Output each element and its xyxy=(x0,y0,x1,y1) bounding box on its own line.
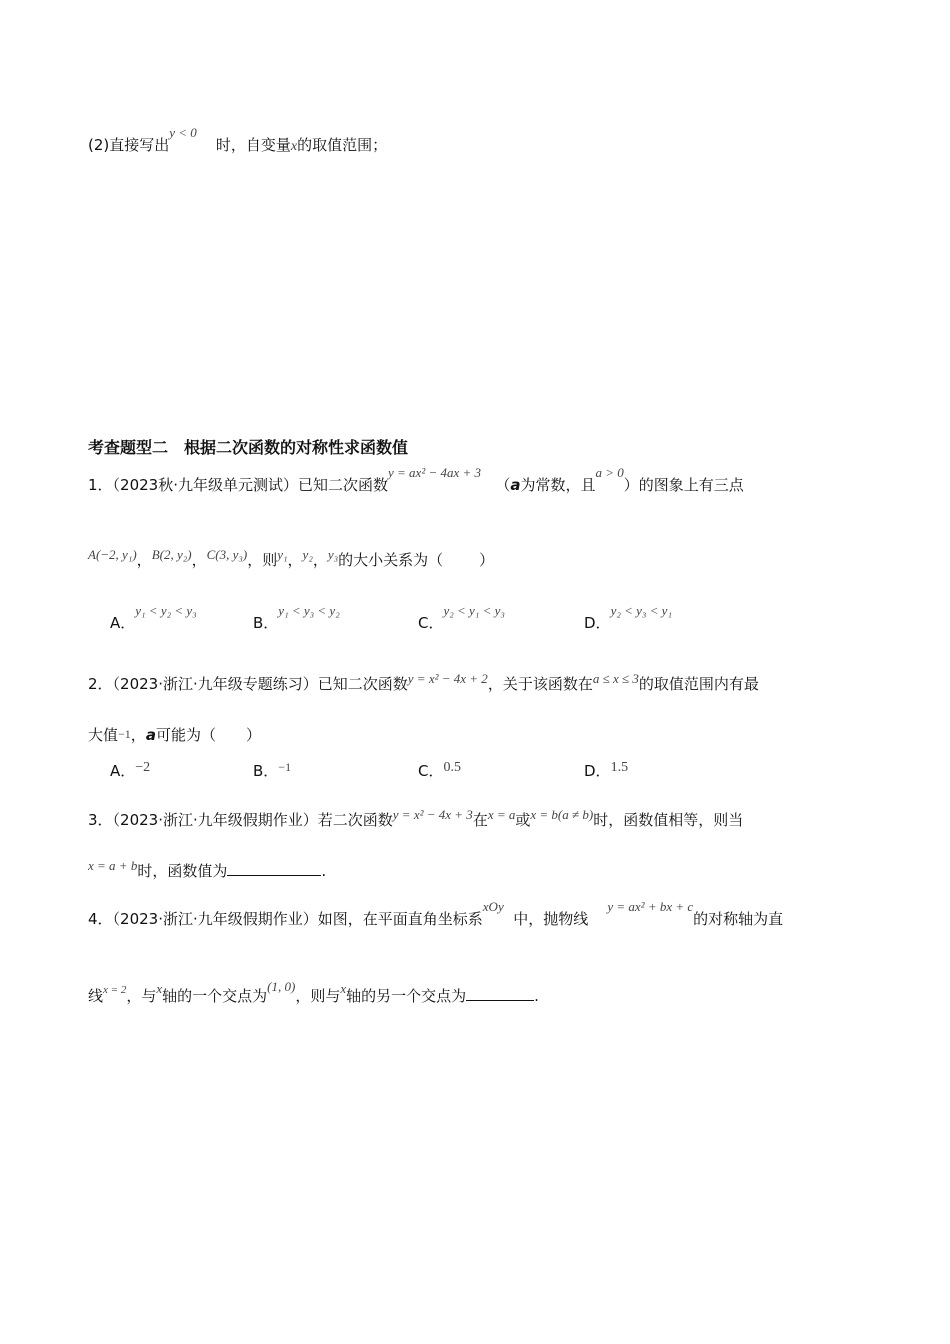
q3-source: （2023·浙江·九年级假期作业） xyxy=(112,811,318,829)
q2-text5: ， xyxy=(130,726,146,744)
part2-prefix: (2)直接写出 xyxy=(88,136,170,154)
option-label: C． xyxy=(418,762,444,780)
q4-end: . xyxy=(534,987,539,1005)
q2-line1 xyxy=(88,673,759,694)
q1-comma-4: ， xyxy=(312,551,328,569)
q1-text1: 已知二次函数 xyxy=(298,476,389,494)
q4-text4: 线 xyxy=(88,987,104,1005)
q3-line1 xyxy=(88,809,743,830)
q3-text5: 时，函数值为 xyxy=(137,862,228,880)
q2-range: a ≤ x ≤ 3 xyxy=(592,671,639,686)
part2-suffix2: 的取值范围； xyxy=(297,136,388,154)
q1-function: y = ax² − 4ax + 3 xyxy=(388,465,482,480)
q3-text1: 若二次函数 xyxy=(317,811,393,829)
q1-y3: y₃ xyxy=(327,547,339,562)
q1-y2: y₂ xyxy=(302,547,313,562)
q4-text6: 轴的一个交点为 xyxy=(162,987,268,1005)
q3-answer-blank[interactable] xyxy=(227,874,321,876)
q1-then: ，则 xyxy=(247,551,278,569)
q1-comma-1: ， xyxy=(136,551,152,569)
option-value: 0.5 xyxy=(443,760,461,775)
q4-text7: ，则与 xyxy=(295,987,341,1005)
q2-a: a xyxy=(145,726,156,744)
option-value: −2 xyxy=(135,760,151,775)
q2-option-d[interactable] xyxy=(584,760,628,781)
q1-comma-2: ， xyxy=(191,551,207,569)
q4-point: (1, 0) xyxy=(267,979,296,994)
q2-text6: 可能为（ ） xyxy=(155,726,261,744)
q2-option-b[interactable] xyxy=(253,760,291,781)
q2-number: 2． xyxy=(88,675,113,693)
option-label: C． xyxy=(418,614,444,632)
q2-function: y = x² − 4x + 2 xyxy=(407,671,488,686)
option-label: A． xyxy=(110,614,136,632)
q4-axis: x = 2 xyxy=(103,984,127,996)
option-label: B． xyxy=(253,762,279,780)
option-value: y₁ < y₃ < y₂ xyxy=(278,603,340,618)
q4-text2: 中，抛物线 xyxy=(513,910,589,928)
q3-xab: x = a + b xyxy=(88,858,138,873)
q3-line2 xyxy=(88,860,326,881)
q1-y1: y₁ xyxy=(277,547,288,562)
q4-text8: 轴的另一个交点为 xyxy=(346,987,467,1005)
q2-source: （2023·浙江·九年级专题练习） xyxy=(112,675,318,693)
q4-number: 4． xyxy=(88,910,113,928)
q4-text1: 如图，在平面直角坐标系 xyxy=(317,910,483,928)
q1-option-d[interactable] xyxy=(584,603,672,633)
q1-condition: a > 0 xyxy=(595,465,624,480)
q1-text4: ）的图象上有三点 xyxy=(623,476,744,494)
option-value: y₂ < y₃ < y₁ xyxy=(610,603,672,618)
q4-line2 xyxy=(88,979,539,1006)
q4-answer-blank[interactable] xyxy=(466,999,534,1001)
option-value: y₂ < y₁ < y₃ xyxy=(443,603,505,618)
q3-end: . xyxy=(321,862,327,880)
q2-option-c[interactable] xyxy=(418,760,461,781)
option-value: 1.5 xyxy=(610,760,629,775)
q4-coordinate-system: xOy xyxy=(482,899,504,914)
q2-max: −1 xyxy=(118,727,131,741)
q2-text1: 已知二次函数 xyxy=(317,675,408,693)
q1-line1 xyxy=(88,465,744,495)
q1-close: ） xyxy=(479,551,495,569)
q1-text2: （ xyxy=(495,476,511,494)
q2-text2: ，关于该函数在 xyxy=(487,675,593,693)
section-title: 考查题型二 根据二次函数的对称性求函数值 xyxy=(88,438,409,457)
q1-line2 xyxy=(88,549,494,570)
option-label: B． xyxy=(253,614,279,632)
q3-xa: x = a xyxy=(487,807,516,822)
q4-text5: ，与 xyxy=(126,987,157,1005)
q4-line1 xyxy=(88,899,784,929)
q3-number: 3． xyxy=(88,811,113,829)
q1-option-c[interactable] xyxy=(418,603,505,633)
q1-option-b[interactable] xyxy=(253,603,340,633)
q1-source: （2023秋·九年级单元测试） xyxy=(112,476,298,494)
q3-text3: 或 xyxy=(515,811,531,829)
q3-text2: 在 xyxy=(472,811,488,829)
q4-x2: x xyxy=(340,981,347,996)
q2-text4: 大值 xyxy=(88,726,119,744)
q3-text4: 时，函数值相等，则当 xyxy=(593,811,744,829)
option-label: D． xyxy=(584,762,611,780)
q2-option-a[interactable] xyxy=(110,760,150,781)
q4-function: y = ax² + bx + c xyxy=(607,899,694,914)
q1-point-b: B(2, y₂) xyxy=(151,547,192,562)
q2-text3: 的取值范围内有最 xyxy=(638,675,759,693)
q1-number: 1． xyxy=(88,476,113,494)
option-value: y₁ < y₂ < y₃ xyxy=(135,603,197,618)
q1-text5: 的大小关系为（ xyxy=(338,551,444,569)
q1-comma-3: ， xyxy=(287,551,303,569)
q2-line2 xyxy=(88,724,261,745)
option-value: −1 xyxy=(278,760,292,774)
q1-text3: 为常数，且 xyxy=(520,476,596,494)
part2-var: x xyxy=(290,139,298,154)
question-part-2 xyxy=(88,125,388,155)
q3-xb: x = b(a ≠ b) xyxy=(530,807,594,822)
q1-option-a[interactable] xyxy=(110,603,197,633)
q4-text3: 的对称轴为直 xyxy=(693,910,784,928)
q3-function: y = x² − 4x + 3 xyxy=(392,807,473,822)
q4-x1: x xyxy=(156,981,163,996)
part2-condition: y < 0 xyxy=(169,125,197,140)
option-label: D． xyxy=(584,614,611,632)
part2-suffix: 时，自变量 xyxy=(215,136,291,154)
q1-a: a xyxy=(510,476,521,494)
q4-source: （2023·浙江·九年级假期作业） xyxy=(112,910,318,928)
option-label: A． xyxy=(110,762,136,780)
q1-point-c: C(3, y₃) xyxy=(206,547,248,562)
q1-point-a: A(−2, y₁) xyxy=(88,547,137,562)
